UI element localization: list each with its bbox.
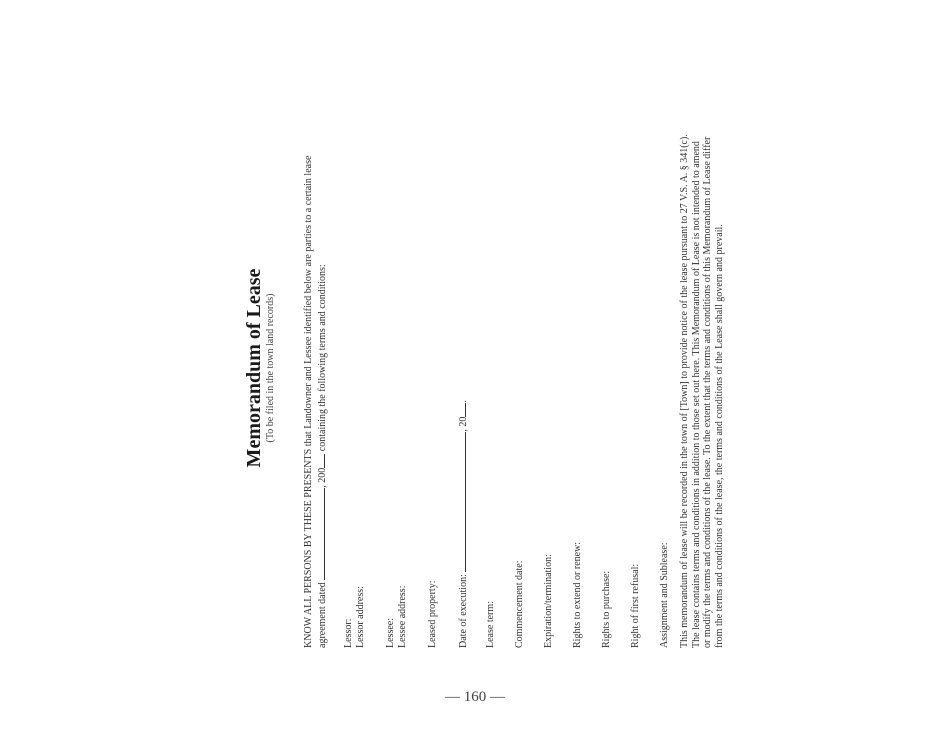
execution-year-blank xyxy=(456,403,466,417)
lessee-label: Lessee: xyxy=(385,618,396,648)
date-suffix: , 20 xyxy=(458,416,469,432)
assignment-label: Assignment and Sublease: xyxy=(659,542,670,648)
date-of-execution-row xyxy=(456,400,470,648)
lease-term-label: Lease term: xyxy=(485,601,496,648)
rotated-page xyxy=(195,88,755,648)
page-number: — 160 — xyxy=(445,689,505,705)
date-end: . xyxy=(458,400,469,403)
intro-text-3: containing the following terms and conditions: xyxy=(316,264,328,454)
intro-text-1: KNOW ALL PERSONS BY THESE PRESENTS that Landowner and Lessee identified below are parties to a certain lease agreement dated xyxy=(303,155,328,648)
document-subtitle: (To be filed in the town land records) xyxy=(265,293,276,443)
document-title: Memorandum of Lease xyxy=(243,268,265,468)
leased-property-label: Leased property: xyxy=(427,580,438,648)
lessee-address-label: Lessee address: xyxy=(396,585,408,648)
execution-date-blank xyxy=(456,432,466,572)
closing-paragraph: This memorandum of lease will be recorded in the town of [Town] to provide notice of the lease pursuant to 27 V.S. A. § 341(c). The lease contains terms and conditions in addition to those set out here. This Memorandum of Lease is not intended to amend or modify the terms and conditions of the lease. To the extent that the terms and conditions of this Memorandum of Lease differ from the terms and conditions of the lease, the terms and conditions of the Lease shall govern and prevail. xyxy=(679,134,725,648)
lessor-address-label: Lessor address: xyxy=(354,586,366,648)
lease-date-blank xyxy=(315,488,325,580)
date-of-execution-label: Date of execution: xyxy=(458,574,469,648)
lease-year-blank xyxy=(315,454,325,468)
right-first-refusal-label: Right of first refusal: xyxy=(630,563,641,648)
intro-text-2: , 200 xyxy=(316,467,328,488)
commencement-date-label: Commencement date: xyxy=(514,560,525,648)
rights-extend-label: Rights to extend or renew: xyxy=(572,541,583,648)
rights-purchase-label: Rights to purchase: xyxy=(601,570,612,648)
intro-paragraph xyxy=(303,128,328,648)
title-block xyxy=(243,88,277,648)
lessor-label: Lessor: xyxy=(343,618,354,648)
expiration-label: Expiration/termination: xyxy=(543,554,554,648)
